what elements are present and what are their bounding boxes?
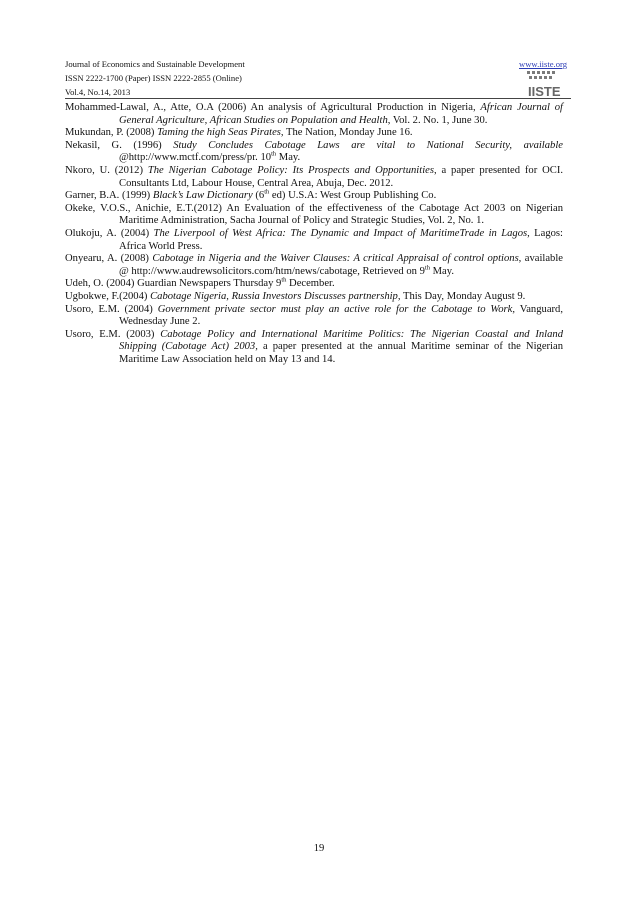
reference-entry: Usoro, E.M. (2003) Cabotage Policy and International Maritime Politics: The Nigerian Coastal and Inland Shipping (Cabotage Act) 2003, a paper presented at the annual Maritime seminar of the Nigerian Maritime Law Association held on May 13 and 14. bbox=[65, 328, 563, 365]
reference-entry: Olukoju, A. (2004) The Liverpool of West Africa: The Dynamic and Impact of MaritimeTrade in Lagos, Lagos: Africa World Press. bbox=[65, 227, 564, 252]
issn-line: ISSN 2222-1700 (Paper) ISSN 2222-2855 (Online) bbox=[65, 73, 242, 83]
reference-list bbox=[65, 102, 563, 366]
journal-website-link[interactable]: www.iiste.org bbox=[519, 59, 567, 69]
iiste-logo bbox=[525, 69, 565, 101]
volume-line: Vol.4, No.14, 2013 bbox=[65, 87, 131, 97]
reference-entry: Mohammed-Lawal, A., Atte, O.A (2006) An analysis of Agricultural Production in Nigeria, African Journal of General Agriculture, African Studies on Population and Health, Vol. 2. No. 1, June 30. bbox=[65, 102, 564, 126]
reference-entry: Nkoro, U. (2012) The Nigerian Cabotage Policy: Its Prospects and Opportunities, a paper presented for OCI. Consultants Ltd, Labour House, Central Area, Abuja, Dec. 2012. bbox=[65, 164, 563, 189]
reference-entry: Garner, B.A. (1999) Black’s Law Dictionary (6th ed) U.S.A: West Group Publishing Co. bbox=[65, 188, 437, 202]
reference-entry: Mukundan, P. (2008) Taming the high Seas Pirates, The Nation, Monday June 16. bbox=[65, 127, 413, 139]
page-header bbox=[65, 57, 571, 99]
reference-entry: Usoro, E.M. (2004) Government private sector must play an active role for the Cabotage to Work, Vanguard, Wednesday June 2. bbox=[65, 303, 563, 328]
reference-entry: Nekasil, G. (1996) Study Concludes Cabotage Laws are vital to National Security, available @http://www.mctf.com/press/pr. 10th May. bbox=[65, 139, 563, 164]
journal-title: Journal of Economics and Sustainable Development bbox=[65, 59, 245, 69]
reference-entry: Okeke, V.O.S., Anichie, E.T.(2012) An Evaluation of the effectiveness of the Cabotage Act 2003 on Nigerian Maritime Administration, Sacha Journal of Policy and Strategic Studies, Vol. 2, No. 1. bbox=[65, 202, 563, 227]
header-divider bbox=[65, 98, 571, 99]
page-number: 19 bbox=[313, 843, 325, 854]
reference-entry: Ugbokwe, F.(2004) Cabotage Nigeria, Russia Investors Discusses partnership, This Day, Monday August 9. bbox=[65, 290, 526, 302]
svg-text:IISTE: IISTE bbox=[528, 84, 561, 99]
reference-entry: Onyearu, A. (2008) Cabotage in Nigeria and the Waiver Clauses: A critical Appraisal of control options, available @ http://www.audrewsolicitors.com/htm/news/cabotage, Retrieved on 9th May. bbox=[65, 253, 563, 277]
reference-entry: Udeh, O. (2004) Guardian Newspapers Thursday 9th December. bbox=[65, 276, 335, 290]
